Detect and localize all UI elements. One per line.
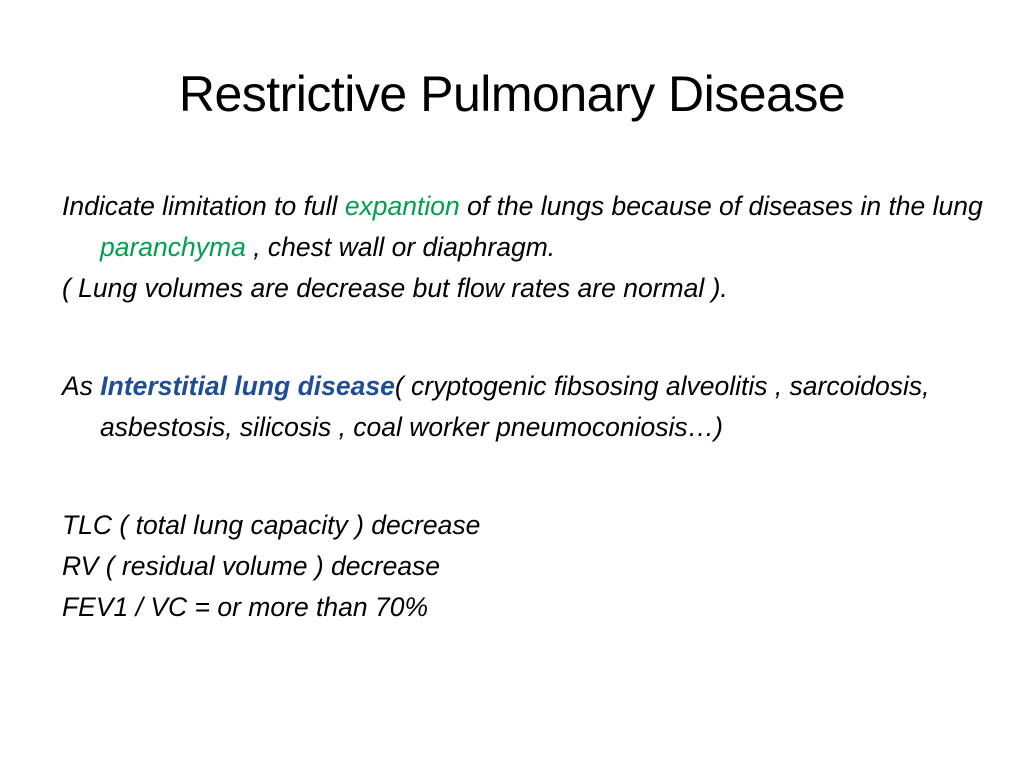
definition-paragraph bbox=[62, 186, 1012, 268]
definition-text-post: , chest wall or diaphragm. bbox=[245, 232, 556, 262]
term-paranchyma: paranchyma bbox=[100, 232, 246, 262]
spacer bbox=[62, 309, 1012, 366]
examples-text-pre: As bbox=[62, 371, 101, 401]
definition-text-pre: Indicate limitation to full bbox=[62, 191, 345, 221]
definition-text-mid: of the lungs because of diseases in the lung bbox=[459, 191, 983, 221]
lung-volumes-note: ( Lung volumes are decrease but flow rates are normal ). bbox=[62, 273, 728, 303]
examples-text-post: ( cryptogenic fibsosing alveolitis , sarcoidosis, asbestosis, silicosis , coal worker pneumoconiosis…) bbox=[100, 371, 930, 442]
term-interstitial-lung-disease: Interstitial lung disease bbox=[100, 371, 395, 401]
rv-line: RV ( residual volume ) decrease bbox=[62, 551, 441, 581]
slide-title: Restrictive Pulmonary Disease bbox=[178, 66, 846, 122]
spacer bbox=[62, 448, 1012, 505]
fev1-vc-line: FEV1 / VC = or more than 70% bbox=[62, 592, 429, 622]
examples-paragraph bbox=[62, 366, 1012, 448]
tlc-line: TLC ( total lung capacity ) decrease bbox=[62, 510, 481, 540]
slide-body bbox=[62, 186, 1012, 628]
term-expantion: expantion bbox=[344, 191, 460, 221]
